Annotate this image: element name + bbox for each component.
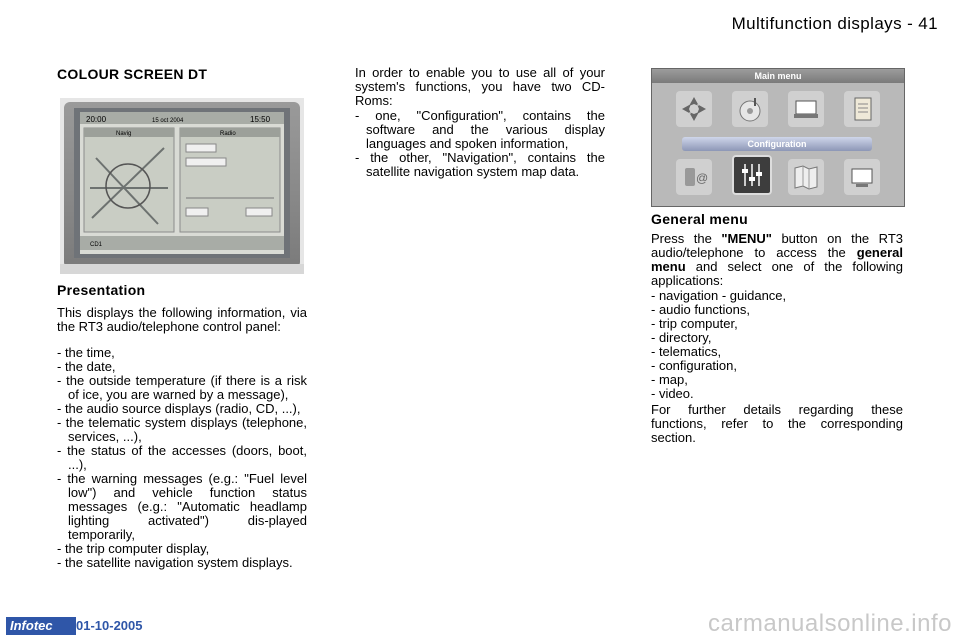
list-item: - map, xyxy=(651,372,688,387)
list-item: - the warning messages (e.g.: "Fuel level low") and vehicle function status messages (e.g.: "Automatic headlamp lighting activated") dis-played temporarily, xyxy=(57,471,307,542)
list-item: - the date, xyxy=(57,359,116,374)
list-item: - the trip computer display, xyxy=(57,541,210,556)
configuration-selected-bar: Configuration xyxy=(682,137,872,151)
page-header: Multifunction displays - 41 xyxy=(731,14,938,33)
list-item: - telematics, xyxy=(651,344,722,359)
display-device-photo xyxy=(60,98,304,274)
photo-left-tab: Navig xyxy=(116,131,132,137)
photo-time: 20:00 xyxy=(86,115,107,124)
photo-right-tab: Radio xyxy=(220,131,236,137)
list-item: - the time, xyxy=(57,345,115,360)
telematics-icon xyxy=(676,159,712,195)
general-menu-bold: general menu xyxy=(651,245,903,274)
list-item: - configuration, xyxy=(651,358,737,373)
list-item: - audio functions, xyxy=(651,302,751,317)
list-item: - the satellite navigation system displays. xyxy=(57,555,293,570)
section-title-colour-screen: COLOUR SCREEN DT xyxy=(57,66,208,82)
footer-date: 01-10-2005 xyxy=(76,618,143,633)
section-title-presentation: Presentation xyxy=(57,282,146,298)
list-item: - the other, "Navigation", contains the satellite navigation system map data. xyxy=(355,150,605,179)
main-menu-screenshot xyxy=(651,68,905,207)
map-icon xyxy=(788,159,824,195)
photo-clock: 15:50 xyxy=(250,115,271,124)
list-item: - one, "Configuration", contains the software and the various display languages and spoken information, xyxy=(355,108,605,151)
photo-footer: CD1 xyxy=(90,242,103,248)
list-item: - the audio source displays (radio, CD, ...), xyxy=(57,401,301,416)
audio-cd-icon xyxy=(732,91,768,127)
configuration-icon xyxy=(732,155,772,195)
main-menu-title: Main menu xyxy=(652,69,904,83)
further-details-text: For further details regarding these functions, refer to the corresponding section. xyxy=(651,402,903,445)
trip-computer-icon xyxy=(788,91,824,127)
presentation-intro: This displays the following information, via the RT3 audio/telephone control panel: xyxy=(57,305,307,334)
navigation-icon xyxy=(676,91,712,127)
cdrom-intro: In order to enable you to use all of your system's functions, you have two CD-Roms: xyxy=(355,65,605,108)
list-item: - the telematic system displays (telephone, services, ...), xyxy=(57,415,307,444)
list-item: - navigation - guidance, xyxy=(651,288,787,303)
directory-icon xyxy=(844,91,880,127)
photo-date: 15 oct 2004 xyxy=(152,118,184,124)
list-item: - directory, xyxy=(651,330,712,345)
cdrom-list xyxy=(355,109,605,179)
list-item: - video. xyxy=(651,386,694,401)
list-item: - trip computer, xyxy=(651,316,738,331)
infotec-logo: Infotec xyxy=(6,617,76,635)
list-item: - the status of the accesses (doors, boot, ...), xyxy=(57,443,307,472)
section-title-general-menu: General menu xyxy=(651,211,748,227)
menu-button-label: "MENU" xyxy=(721,231,772,246)
list-item: - the outside temperature (if there is a risk of ice, you are warned by a message), xyxy=(57,373,307,402)
presentation-list xyxy=(57,346,307,570)
applications-list xyxy=(651,289,903,401)
general-menu-intro: Press the "MENU" button on the RT3 audio/telephone to access the general menu and select one of the following applications: xyxy=(651,231,903,288)
video-icon xyxy=(844,159,880,195)
svg-text:@: @ xyxy=(696,171,709,185)
watermark: carmanualsonline.info xyxy=(708,610,952,637)
